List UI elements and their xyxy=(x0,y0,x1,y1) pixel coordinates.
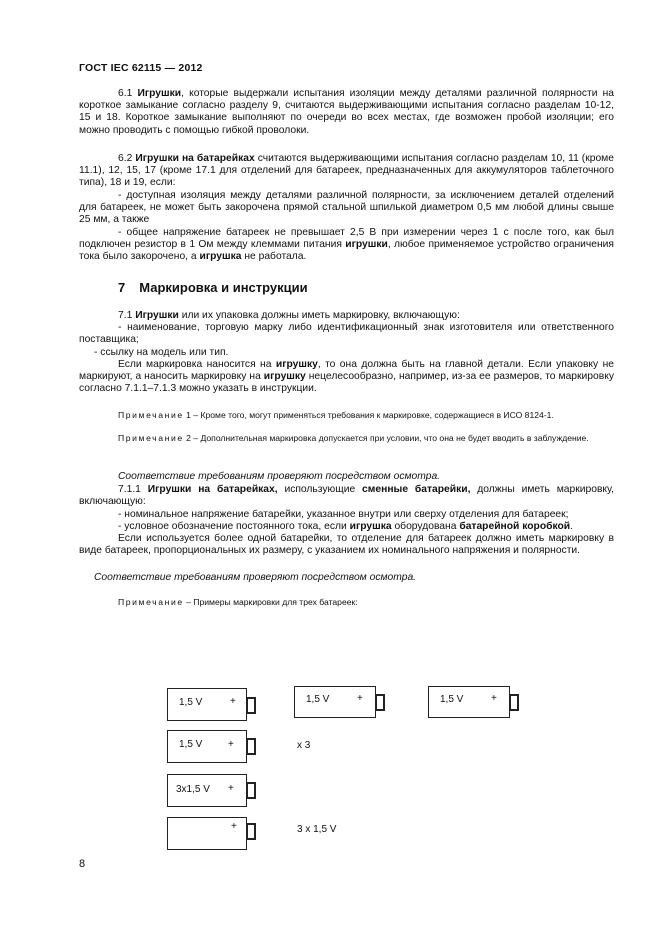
battery-terminal xyxy=(246,697,256,714)
multiplier-label: x 3 xyxy=(297,740,311,751)
battery-terminal xyxy=(509,694,519,711)
battery-symbol: + xyxy=(167,817,247,850)
clause-6-2: 6.2 Игрушки на батарейках считаются выдерживающими испытания согласно разделам 10, 11 (кроме 11.1), 12, 15, 17 (кроме 17.1 для отделений для батареек, предназначенных для аккумуляторов таблеточного типа), 18 и 19, если: xyxy=(79,153,614,189)
clause-7-1-text: Если маркировка наносится на игрушку, то она должна быть на главной детали. Если упаковку не маркируют, а наносить маркировку на игрушку нецелесообразно, например, из-за ее размеров, то маркировку согласно 7.1.1–7.1.3 можно указать в инструкции. xyxy=(79,359,614,395)
document-header: ГОСТ IEC 62115 — 2012 xyxy=(79,62,203,74)
battery-symbol: 1,5 V + xyxy=(167,688,247,721)
clause-7-1-1-item-a: - номинальное напряжение батарейки, указанное внутри или сверху отделения для батареек; xyxy=(118,509,569,520)
battery-terminal xyxy=(246,782,256,799)
section-7-heading: 7 Маркировка и инструкции xyxy=(118,280,308,295)
clause-6-2-item-a: - доступная изоляция между деталями различной полярности, за исключением деталей отделений для батареек, не может быть закорочена прямой стальной шпилькой диаметром 0,5 мм любой длины свыше 25 мм, а также xyxy=(79,190,614,226)
page-number: 8 xyxy=(79,858,86,870)
clause-6-2-item-b: - общее напряжение батареек не превышает 2,5 В при измерении через 1 с после того, как был подключен резистор в 1 Ом между клеммами питания игрушки, любое применяемое устройство ограничения тока было закорочено, а игрушка не работала. xyxy=(79,227,614,263)
note-2: Примечание 2 – Дополнительная маркировка допускается при условии, что она не будет вводить в заблуждение. xyxy=(118,433,589,443)
battery-terminal xyxy=(375,694,385,711)
clause-7-1-item-a: - наименование, торговую марку либо идентификационный знак изготовителя или ответственного поставщика; xyxy=(79,322,614,346)
battery-symbol: 1,5 V + xyxy=(167,730,247,763)
voltage-label: 3 x 1,5 V xyxy=(297,824,337,835)
battery-terminal xyxy=(246,738,256,755)
clause-7-1: 7.1 Игрушки или их упаковка должны иметь маркировку, включающую: xyxy=(118,310,460,321)
clause-6-1: 6.1 Игрушки, которые выдержали испытания изоляции между деталями различной полярности на короткое замыкание согласно разделу 9, считаются выдерживающими испытания согласно разделам 10-12, 15 и 18. Короткое замыкание выполняют по очереди во всех местах, где возможен пробой изоляции; его можно проводить с помощью гибкой проволоки. xyxy=(79,88,614,136)
compliance-check-2: Соответствие требованиям проверяют посредством осмотра. xyxy=(94,572,417,583)
compliance-check-1: Соответствие требованиям проверяют посредством осмотра. xyxy=(118,471,441,482)
battery-symbol: 1,5 V + xyxy=(294,686,376,718)
clause-7-1-item-b: - ссылку на модель или тип. xyxy=(94,347,229,358)
clause-7-1-1-text: Если используется более одной батарейки, то отделение для батареек должно иметь маркировку в виде батареек, пропорциональных их размеру, с указанием их номинального напряжения и полярности. xyxy=(79,533,614,557)
clause-7-1-1: 7.1.1 Игрушки на батарейках, использующие сменные батарейки, должны иметь маркировку, включающую: xyxy=(79,484,615,508)
clause-7-1-1-item-b: - условное обозначение постоянного тока, если игрушка оборудована батарейной коробкой. xyxy=(118,521,573,532)
battery-terminal xyxy=(246,823,256,840)
battery-symbol: 3x1,5 V + xyxy=(167,774,247,807)
battery-symbol: 1,5 V + xyxy=(428,686,510,718)
note-3: Примечание – Примеры маркировки для трех батареек: xyxy=(118,597,358,607)
note-1: Примечание 1 – Кроме того, могут применяться требования к маркировке, содержащиеся в ИСО 8124-1. xyxy=(118,410,554,420)
